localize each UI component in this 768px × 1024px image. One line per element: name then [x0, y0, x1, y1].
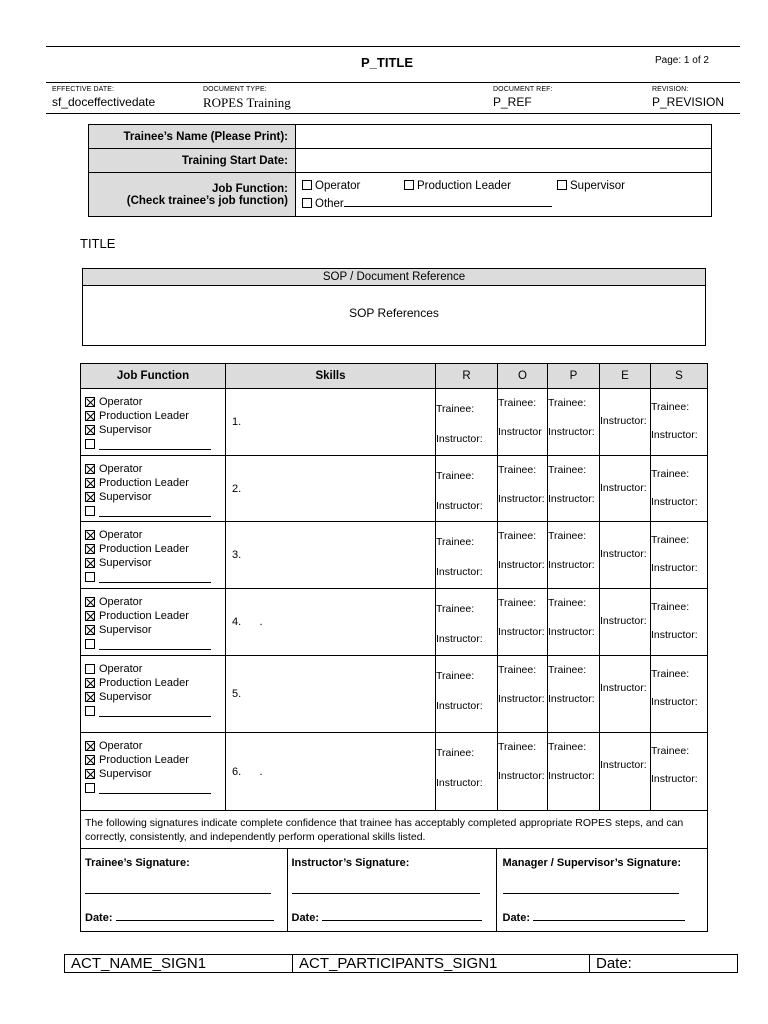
role-production-leader[interactable]: [85, 676, 221, 690]
trainee-label: Trainee:: [651, 668, 690, 680]
role-label: Operator: [99, 740, 143, 752]
checked-box-icon[interactable]: [85, 530, 95, 540]
signature-row-cell: [81, 849, 708, 932]
col-header-skills: Skills: [226, 364, 436, 389]
role-operator[interactable]: [85, 462, 221, 476]
skill-cell[interactable]: 6. .: [226, 733, 436, 811]
table-row: [81, 733, 708, 811]
confidence-row: [81, 811, 708, 849]
rop-cell-p[interactable]: [548, 456, 600, 522]
instructor-label: Instructor:: [436, 500, 483, 512]
instructor-label: Instructor:: [498, 693, 545, 705]
rop-cell-p[interactable]: [548, 389, 600, 456]
trainee-label: Trainee:: [436, 603, 475, 615]
instructor-signature-line[interactable]: [292, 869, 480, 894]
instructor-label: Instructor:: [498, 770, 545, 782]
page-number: Page: 1 of 2: [655, 55, 709, 66]
role-other[interactable]: [85, 637, 221, 651]
trainee-date: [85, 910, 283, 924]
rop-cell-s[interactable]: [651, 656, 708, 733]
role-other[interactable]: [85, 704, 221, 718]
trainee-label: Trainee:: [548, 741, 587, 753]
role-label: Supervisor: [99, 491, 152, 503]
checkbox-icon[interactable]: [302, 198, 312, 208]
role-other[interactable]: [85, 437, 221, 451]
col-header-e: E: [600, 364, 651, 389]
instructor-label: Instructor:: [548, 426, 595, 438]
job-function-options: [296, 173, 712, 217]
trainee-date-line[interactable]: [116, 910, 274, 921]
header-mid-rule: [46, 82, 740, 83]
checkbox-icon[interactable]: [404, 180, 414, 190]
role-production-leader[interactable]: [85, 476, 221, 490]
trainee-label: Trainee:: [548, 464, 587, 476]
checked-box-icon[interactable]: [85, 678, 95, 688]
checkbox-icon[interactable]: [85, 439, 95, 449]
other-role-blank-line[interactable]: [99, 570, 211, 583]
role-operator[interactable]: [85, 595, 221, 609]
checked-box-icon[interactable]: [85, 597, 95, 607]
role-label: Operator: [99, 663, 143, 675]
rop-cell-r[interactable]: [436, 733, 498, 811]
job-function-label-cell: [89, 173, 296, 217]
rop-cell-s[interactable]: [651, 389, 708, 456]
other-role-blank-line[interactable]: [99, 781, 211, 794]
other-role-blank-line[interactable]: [99, 504, 211, 517]
trainee-label: Trainee:: [651, 534, 690, 546]
rop-cell-p[interactable]: [548, 589, 600, 656]
rop-cell-e[interactable]: [600, 589, 651, 656]
page-title: P_TITLE: [360, 55, 413, 70]
instructor-label: Instructor:: [548, 770, 595, 782]
trainee-signature-cell: [81, 849, 287, 931]
effective-date-label: EFFECTIVE DATE:: [52, 86, 115, 93]
trainee-date-label: Date:: [85, 912, 113, 924]
checked-box-icon[interactable]: [85, 544, 95, 554]
instructor-label: Instructor:: [651, 496, 698, 508]
rop-cell-o[interactable]: [498, 389, 548, 456]
trainee-label: Trainee:: [548, 664, 587, 676]
role-label: Supervisor: [99, 624, 152, 636]
checked-box-icon[interactable]: [85, 611, 95, 621]
skill-cell[interactable]: 4. .: [226, 589, 436, 656]
trainee-label: Trainee:: [498, 741, 537, 753]
role-label: Production Leader: [99, 677, 189, 689]
checked-box-icon[interactable]: [85, 478, 95, 488]
rop-cell-e[interactable]: [600, 456, 651, 522]
instructor-label: Instructor:: [436, 633, 483, 645]
trainee-label: Trainee:: [436, 470, 475, 482]
job-function-cell: [81, 656, 226, 733]
role-operator[interactable]: [85, 739, 221, 753]
table-row: [81, 589, 708, 656]
role-label: Supervisor: [99, 557, 152, 569]
table-row: [81, 389, 708, 456]
trainee-label: Trainee:: [436, 403, 475, 415]
trainee-label: Trainee:: [651, 745, 690, 757]
skill-cell[interactable]: 1.: [226, 389, 436, 456]
trainee-label: Trainee:: [548, 530, 587, 542]
col-header-job-function: Job Function: [81, 364, 226, 389]
role-label: Supervisor: [99, 424, 152, 436]
instructor-date-label: Date:: [291, 912, 320, 924]
instructor-signature-cell: [287, 849, 496, 931]
confidence-statement: The following signatures indicate complete confidence that trainee has acceptably completed appropriate ROPES steps, and can correctly, consistently, and independently perform operational skills listed.: [81, 811, 708, 849]
role-supervisor[interactable]: [85, 690, 221, 704]
instructor-label: Instructor:: [436, 700, 483, 712]
option-other-label: Other: [315, 198, 344, 210]
rop-cell-s[interactable]: [651, 522, 708, 589]
role-supervisor[interactable]: [85, 423, 221, 437]
option-operator-label: Operator: [315, 180, 361, 192]
role-supervisor[interactable]: [85, 490, 221, 504]
checked-box-icon[interactable]: [85, 741, 95, 751]
instructor-label: Instructor: [498, 426, 542, 438]
role-label: Production Leader: [99, 543, 189, 555]
checked-box-icon[interactable]: [85, 492, 95, 502]
footer-date-cell[interactable]: Date:: [590, 955, 738, 973]
role-label: Operator: [99, 529, 143, 541]
col-header-o: O: [498, 364, 548, 389]
instructor-label: Instructor:: [651, 429, 698, 441]
trainee-label: Trainee:: [436, 670, 475, 682]
manager-date: [503, 910, 704, 924]
trainee-label: Trainee:: [498, 597, 537, 609]
role-label: Operator: [99, 596, 143, 608]
skill-cell[interactable]: 2.: [226, 456, 436, 522]
trainee-label: Trainee:: [651, 468, 690, 480]
role-label: Supervisor: [99, 768, 152, 780]
role-other[interactable]: [85, 570, 221, 584]
job-function-hint: (Check trainee’s job function): [126, 194, 288, 207]
instructor-label: Instructor:: [498, 493, 545, 505]
checked-box-icon[interactable]: [85, 558, 95, 568]
option-other[interactable]: [302, 196, 552, 210]
role-production-leader[interactable]: [85, 542, 221, 556]
trainee-label: Trainee:: [436, 747, 475, 759]
document-ref-label: DOCUMENT REF:: [493, 86, 553, 93]
instructor-label: Instructor:: [651, 696, 698, 708]
instructor-label: Instructor:: [651, 773, 698, 785]
col-header-r: R: [436, 364, 498, 389]
instructor-label: Instructor:: [548, 559, 595, 571]
revision-value: P_REVISION: [652, 95, 725, 109]
manager-signature-line[interactable]: [503, 869, 680, 894]
checked-box-icon[interactable]: [85, 769, 95, 779]
instructor-label: Instructor:: [436, 777, 483, 789]
role-other[interactable]: [85, 781, 221, 795]
job-function-cell: [81, 522, 226, 589]
checkbox-icon[interactable]: [85, 639, 95, 649]
trainee-label: Trainee:: [651, 401, 690, 413]
rop-cell-o[interactable]: [498, 589, 548, 656]
sop-reference-header: SOP / Document Reference: [83, 269, 705, 286]
skill-cell[interactable]: 5.: [226, 656, 436, 733]
act-participants-sign-cell[interactable]: ACT_PARTICIPANTS_SIGN1: [293, 955, 590, 973]
trainee-signature-line[interactable]: [85, 869, 271, 894]
option-production-leader-label: Production Leader: [417, 180, 511, 192]
trainee-name-label: Trainee’s Name (Please Print):: [89, 125, 296, 149]
other-blank-line[interactable]: [344, 196, 552, 207]
training-start-date-field[interactable]: [296, 149, 712, 173]
instructor-label: Instructor:: [651, 562, 698, 574]
table-row: [81, 456, 708, 522]
instructor-label: Instructor:: [548, 493, 595, 505]
instructor-signature-label: Instructor’s Signature:: [291, 857, 410, 869]
checkbox-icon[interactable]: [85, 706, 95, 716]
job-function-cell: [81, 456, 226, 522]
trainee-label: Trainee:: [548, 397, 587, 409]
instructor-label: Instructor:: [600, 615, 647, 627]
other-role-blank-line[interactable]: [99, 704, 211, 717]
role-label: Production Leader: [99, 610, 189, 622]
role-production-leader[interactable]: [85, 753, 221, 767]
role-operator[interactable]: [85, 395, 221, 409]
activity-sign-table: [64, 954, 738, 973]
checked-box-icon[interactable]: [85, 755, 95, 765]
checkbox-icon[interactable]: [85, 506, 95, 516]
table-row: [81, 656, 708, 733]
header-top-rule: [46, 46, 740, 47]
act-name-sign-cell[interactable]: ACT_NAME_SIGN1: [65, 955, 293, 973]
revision-label: REVISION:: [652, 86, 689, 93]
trainee-label: Trainee:: [498, 464, 537, 476]
rop-cell-r[interactable]: [436, 589, 498, 656]
role-label: Supervisor: [99, 691, 152, 703]
document-type-value: ROPES Training: [203, 95, 291, 110]
checked-box-icon[interactable]: [85, 411, 95, 421]
job-function-cell: [81, 733, 226, 811]
checked-box-icon[interactable]: [85, 464, 95, 474]
role-supervisor[interactable]: [85, 556, 221, 570]
instructor-label: Instructor:: [548, 693, 595, 705]
instructor-label: Instructor:: [548, 626, 595, 638]
rop-cell-r[interactable]: [436, 456, 498, 522]
checkbox-icon[interactable]: [85, 664, 95, 674]
rop-cell-p[interactable]: [548, 656, 600, 733]
rop-cell-e[interactable]: [600, 656, 651, 733]
rop-cell-s[interactable]: [651, 589, 708, 656]
role-other[interactable]: [85, 504, 221, 518]
header-bottom-rule: [46, 113, 740, 114]
role-production-leader[interactable]: [85, 409, 221, 423]
checked-box-icon[interactable]: [85, 692, 95, 702]
document-type-label: DOCUMENT TYPE:: [203, 86, 267, 93]
rop-cell-s[interactable]: [651, 456, 708, 522]
role-label: Operator: [99, 463, 143, 475]
role-supervisor[interactable]: [85, 623, 221, 637]
skills-table: [80, 363, 708, 932]
checked-box-icon[interactable]: [85, 625, 95, 635]
table-row: [81, 522, 708, 589]
role-label: Operator: [99, 396, 143, 408]
manager-signature-cell: [496, 849, 707, 931]
sop-reference-body: SOP References: [349, 306, 439, 320]
skill-cell[interactable]: 3.: [226, 522, 436, 589]
effective-date-value: sf_doceffectivedate: [52, 95, 156, 109]
training-start-date-label: Training Start Date:: [89, 149, 296, 173]
instructor-label: Instructor:: [600, 482, 647, 494]
rop-cell-s[interactable]: [651, 733, 708, 811]
rop-cell-p[interactable]: [548, 522, 600, 589]
checked-box-icon[interactable]: [85, 425, 95, 435]
instructor-label: Instructor:: [600, 682, 647, 694]
trainee-label: Trainee:: [498, 664, 537, 676]
rop-cell-o[interactable]: [498, 733, 548, 811]
role-supervisor[interactable]: [85, 767, 221, 781]
sop-reference-box: [82, 268, 706, 346]
rop-cell-r[interactable]: [436, 389, 498, 456]
trainee-label: Trainee:: [498, 530, 537, 542]
trainee-label: Trainee:: [548, 597, 587, 609]
manager-date-label: Date:: [502, 912, 531, 924]
option-production-leader[interactable]: [404, 180, 511, 192]
trainee-label: Trainee:: [651, 601, 690, 613]
checkbox-icon[interactable]: [85, 783, 95, 793]
skills-header-row: [81, 364, 708, 389]
instructor-label: Instructor:: [498, 626, 545, 638]
trainee-name-field[interactable]: [296, 125, 712, 149]
trainee-label: Trainee:: [436, 536, 475, 548]
option-supervisor-label: Supervisor: [570, 180, 625, 192]
signature-table: [81, 849, 707, 931]
rop-cell-e[interactable]: [600, 522, 651, 589]
rop-cell-e[interactable]: [600, 389, 651, 456]
role-label: Production Leader: [99, 754, 189, 766]
rop-cell-r[interactable]: [436, 656, 498, 733]
role-label: Production Leader: [99, 477, 189, 489]
rop-cell-o[interactable]: [498, 456, 548, 522]
job-function-cell: [81, 389, 226, 456]
rop-cell-r[interactable]: [436, 522, 498, 589]
instructor-label: Instructor:: [651, 629, 698, 641]
job-function-cell: [81, 589, 226, 656]
section-title: TITLE: [80, 236, 116, 251]
skill-rows: [81, 389, 708, 811]
trainee-signature-label: Trainee’s Signature:: [85, 857, 190, 869]
rop-cell-p[interactable]: [548, 733, 600, 811]
col-header-p: P: [548, 364, 600, 389]
role-operator[interactable]: [85, 662, 221, 676]
instructor-label: Instructor:: [498, 559, 545, 571]
option-supervisor[interactable]: [557, 180, 625, 192]
other-role-blank-line[interactable]: [99, 437, 211, 450]
job-function-label: Job Function:: [211, 182, 288, 195]
instructor-date: [292, 910, 492, 924]
checkbox-icon[interactable]: [557, 180, 567, 190]
signature-row: [81, 849, 708, 932]
role-operator[interactable]: [85, 528, 221, 542]
col-header-s: S: [651, 364, 708, 389]
trainee-label: Trainee:: [498, 397, 537, 409]
rop-cell-e[interactable]: [600, 733, 651, 811]
role-production-leader[interactable]: [85, 609, 221, 623]
manager-signature-label: Manager / Supervisor’s Signature:: [502, 857, 681, 869]
instructor-label: Instructor:: [436, 566, 483, 578]
instructor-label: Instructor:: [600, 415, 647, 427]
checked-box-icon[interactable]: [85, 397, 95, 407]
other-role-blank-line[interactable]: [99, 637, 211, 650]
option-operator[interactable]: [302, 180, 360, 192]
instructor-date-line[interactable]: [322, 910, 482, 921]
checkbox-icon[interactable]: [302, 180, 312, 190]
rop-cell-o[interactable]: [498, 656, 548, 733]
instructor-label: Instructor:: [600, 548, 647, 560]
rop-cell-o[interactable]: [498, 522, 548, 589]
role-label: Production Leader: [99, 410, 189, 422]
instructor-label: Instructor:: [600, 759, 647, 771]
trainee-info-table: [88, 124, 712, 217]
checkbox-icon[interactable]: [85, 572, 95, 582]
document-ref-value: P_REF: [493, 95, 532, 109]
instructor-label: Instructor:: [436, 433, 483, 445]
manager-date-line[interactable]: [533, 910, 685, 921]
